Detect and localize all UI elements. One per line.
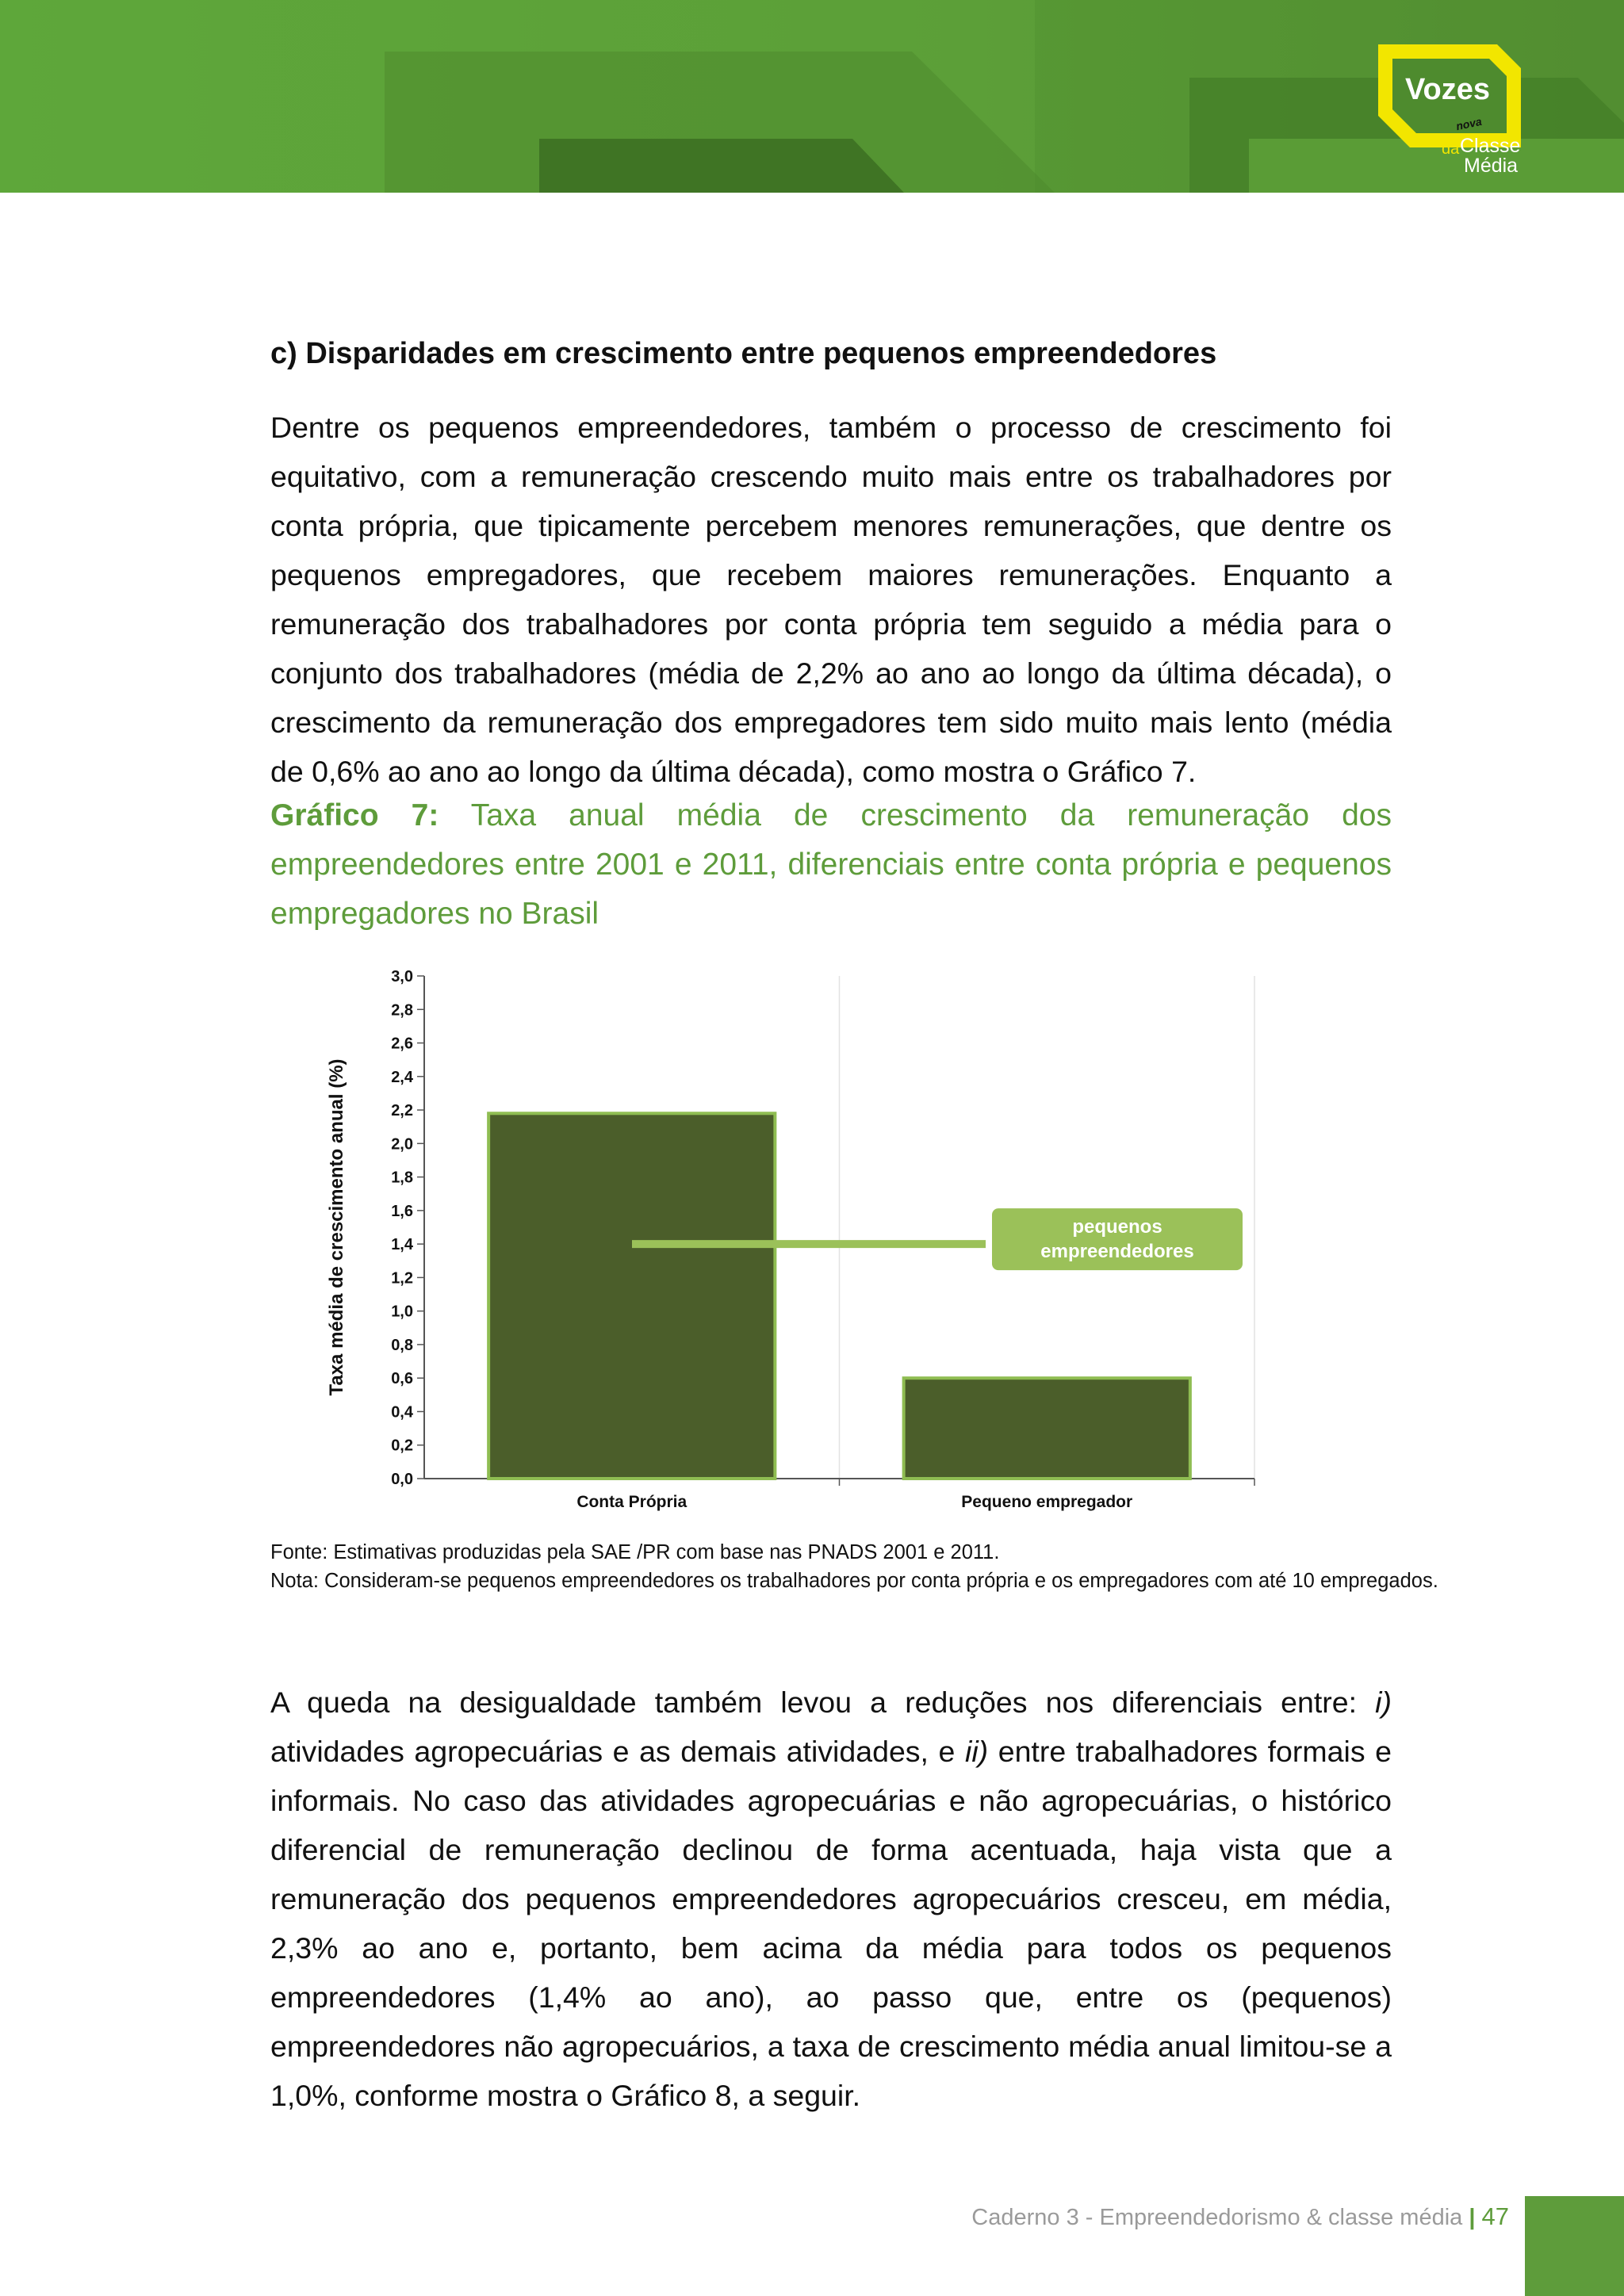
logo-title: Vozes [1405, 73, 1491, 106]
logo-media: Média [1464, 155, 1519, 177]
footer-accent-block [1525, 2196, 1624, 2296]
y-tick-label: 0,2 [391, 1437, 413, 1455]
footer-title: Caderno 3 - Empreendedorismo & classe média [971, 2205, 1463, 2230]
source-note: Fonte: Estimativas produzidas pela SAE /PR com base nas PNADS 2001 e 2011. [270, 1541, 1000, 1563]
logo-small-text: nova [1454, 114, 1483, 133]
footer-separator: | [1469, 2205, 1476, 2230]
section-title: c) Disparidades em crescimento entre pequenos empreendedores [270, 337, 1217, 370]
y-tick-label: 2,4 [391, 1068, 413, 1086]
y-tick-label: 1,0 [391, 1303, 413, 1321]
y-axis-title: Taxa média de crescimento anual (%) [326, 1058, 347, 1396]
vozes-logo [1378, 44, 1525, 182]
footnote: Nota: Consideram-se pequenos empreendedores os trabalhadores por conta própria e os empregadores com até 10 empregados. [270, 1570, 1438, 1592]
p2-item-i: i) [1375, 1686, 1392, 1719]
paragraph-1: Dentre os pequenos empreendedores, também o processo de crescimento foi equitativo, com a remuneração crescendo muito mais entre os trabalhadores por conta própria, que tipicamente percebem menores remunerações, que dentre os pequenos empregadores, que recebem maiores remunerações. Enquanto a remuneração dos trabalhadores por conta própria tem seguido a média para o conjunto dos trabalhadores (média de 2,2% ao ano ao longo da última década), o crescimento da remuneração dos empregadores tem sido muito mais lento (média de 0,6% ao ano ao longo da última década), como mostra o Gráfico 7. [270, 411, 1392, 788]
logo-da: da [1442, 140, 1460, 158]
y-tick-label: 1,2 [391, 1269, 413, 1288]
y-tick-label: 1,8 [391, 1169, 413, 1187]
bar [904, 1378, 1190, 1479]
bar [488, 1113, 775, 1479]
x-category-label: Conta Própria [576, 1493, 688, 1511]
x-category-label: Pequeno empregador [961, 1493, 1133, 1511]
y-tick-label: 2,8 [391, 1001, 413, 1020]
figure-notes [270, 1538, 1438, 1595]
p2-text-1: A queda na desigualdade também levou a reduções nos diferenciais entre: [270, 1686, 1376, 1719]
y-tick-label: 1,6 [391, 1202, 413, 1220]
y-tick-label: 2,2 [391, 1102, 413, 1120]
caption-text: Taxa anual média de crescimento da remuneração dos empreendedores entre 2001 e 2011, diferenciais entre conta própria e pequenos empregadores no Brasil [270, 798, 1392, 931]
p2-text-2: atividades agropecuárias e as demais atividades, e [270, 1735, 965, 1768]
p2-text-3: entre trabalhadores formais e informais. No caso das atividades agropecuárias e não agropecuárias, o histórico diferencial de remuneração declinou de forma acentuada, haja vista que a remuneração dos pequenos empreendedores agropecuários cresceu, em média, 2,3% ao ano e, portanto, bem acima da média para todos os pequenos empreendedores (1,4% ao ano), ao passo que, entre os (pequenos) empreendedores não agropecuários, a taxa de crescimento média anual limitou-se a 1,0%, conforme mostra o Gráfico 8, a seguir. [270, 1735, 1392, 2112]
y-tick-label: 0,0 [391, 1471, 413, 1488]
page-number: 47 [1481, 2202, 1509, 2230]
header-banner [0, 0, 1624, 193]
y-tick-label: 0,8 [391, 1336, 413, 1354]
caption-label: Gráfico 7: [270, 798, 439, 832]
y-tick-label: 0,4 [391, 1403, 413, 1422]
reference-label-line2: empreendedores [1040, 1241, 1194, 1263]
footer [971, 2202, 1509, 2231]
y-tick-label: 0,6 [391, 1370, 413, 1388]
y-tick-label: 1,4 [391, 1236, 413, 1254]
chart-caption [270, 791, 1392, 939]
y-tick-label: 3,0 [391, 968, 413, 985]
reference-label-line1: pequenos [1072, 1216, 1162, 1238]
paragraph-2 [270, 1678, 1392, 2120]
logo-classe: Classe [1460, 135, 1521, 157]
p2-item-ii: ii) [964, 1735, 989, 1768]
y-tick-label: 2,0 [391, 1135, 413, 1154]
y-tick-label: 2,6 [391, 1035, 413, 1053]
bar-chart [301, 947, 1285, 1526]
